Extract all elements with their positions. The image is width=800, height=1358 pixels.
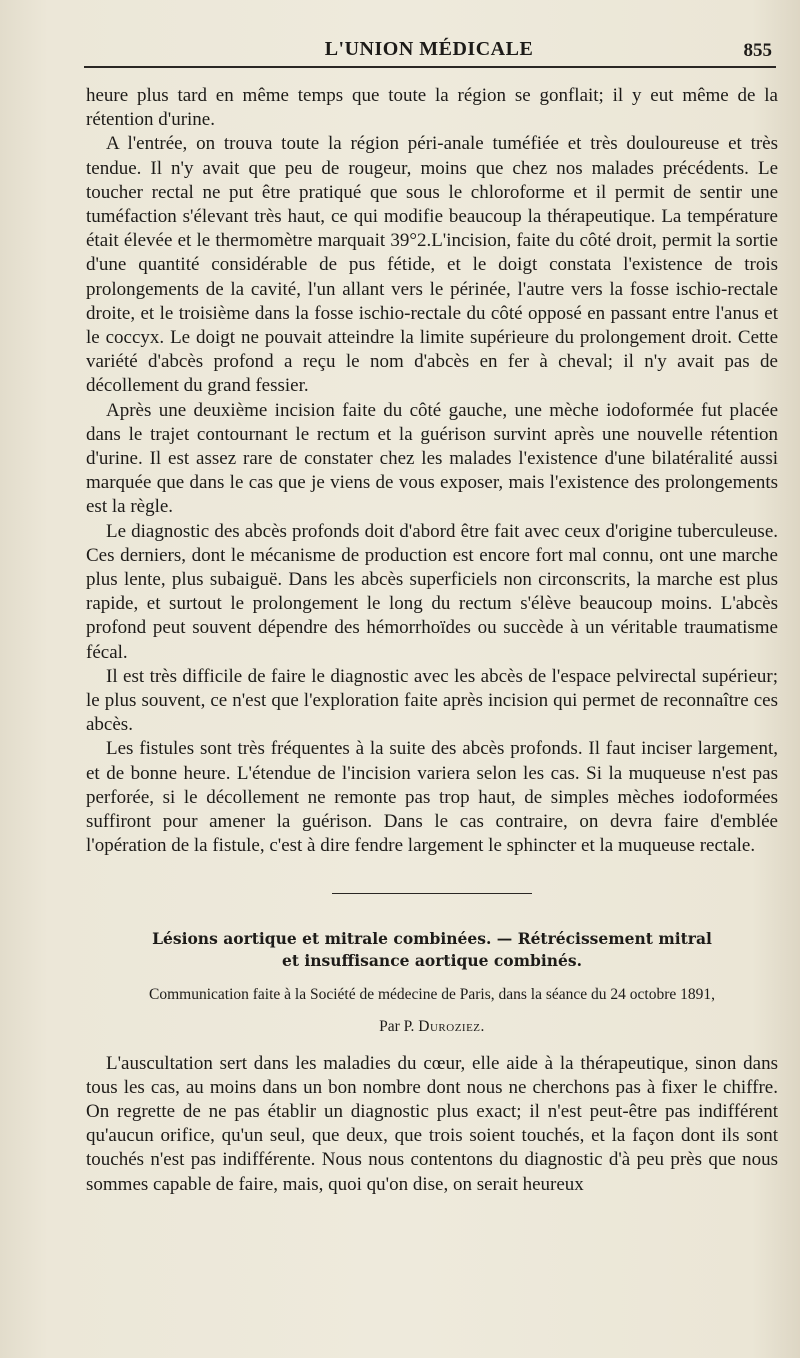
author-prefix: Par P. [379, 1017, 415, 1035]
paragraph-case-entry: A l'entrée, on trouva toute la région péri-anale tuméfiée et très douloureuse et très tendue. Il n'y avait que peu de rougeur, moins que chez nos malades précédents. Le toucher rectal ne put être pratiqué que sous le chloroforme et il permit de sentir une tuméfaction s'élevant très haut, ce qui modifie beaucoup la thérapeutique. La température était élevée et le thermomètre marquait 39°2.L'incision, faite du côté droit, permit la sortie d'une quantité considérable de pus fétide, et le doigt constata l'existence de trois prolongements de la cavité, l'un allant vers le périnée, l'autre vers la fosse ischio-rectale droite, et le troisième dans la fosse ischio-rectale du côté opposé en passant entre l'anus et le coccyx. Le doigt ne pouvait atteindre la limite supérieure du prolongement droit. Cette variété d'abcès profond a reçu le nom d'abcès en fer à cheval; il n'y avait pas de décollement du grand fessier. [86, 133, 778, 397]
page-body [86, 84, 778, 1197]
header-rule [84, 66, 776, 68]
article-author [86, 1018, 778, 1036]
paragraph-pelvirectal: Il est très difficile de faire le diagnostic avec les abcès de l'espace pelvirectal supérieur; le plus souvent, ce n'est que l'exploration faite après incision qui permet de reconnaître ces abcès. [86, 665, 778, 736]
page-number: 855 [743, 40, 772, 61]
paragraph-continuation: heure plus tard en même temps que toute la région se gonflait; il y eut même de la rétention d'urine. [86, 85, 778, 131]
communication-note: Communication faite à la Société de médecine de Paris, dans la séance du 24 octobre 1891, [149, 985, 715, 1003]
paragraph-auscultation: L'auscultation sert dans les maladies du cœur, elle aide à la thérapeutique, sinon dans tous les cas, au moins dans un bon nombre dont nous ne cherchons pas à fixer le chiffre. On regrette de ne pas établir un diagnostic plus exact; il n'est peut-être pas indifférent qu'aucun orifice, qu'un seul, que deux, que trois soient touchés, et la façon dont ils sont touchés n'est pas indifférente. Nous nous contentons du diagnostic d'à peu près que nous sommes capable de faire, mais, quoi qu'on dise, on serait heureux [86, 1052, 778, 1195]
running-title: L'UNION MÉDICALE [324, 38, 534, 60]
author-name: Duroziez. [418, 1017, 485, 1035]
article-title-line-2: et insuffisance aortique combinés. [281, 950, 583, 970]
section-divider [332, 893, 532, 894]
paragraph-fistules: Les fistules sont très fréquentes à la suite des abcès profonds. Il faut inciser largement, et de bonne heure. L'étendue de l'incision variera selon les cas. Si la muqueuse n'est pas perforée, si le décollement ne remonte pas trop haut, de simples mèches iodoformées suffiront pour amener la guérison. Dans le cas contraire, on devra faire d'emblée l'opération de la fistule, c'est à dire fendre largement le sphincter et la muqueuse rectale. [86, 738, 778, 857]
paragraph-second-incision: Après une deuxième incision faite du côté gauche, une mèche iodoformée fut placée dans le trajet contournant le rectum et la guérison survint après une nouvelle rétention d'urine. Il est assez rare de constater chez les malades l'existence d'une bilatéralité aussi marquée que dans le cas que je viens de vous exposer, mais l'existence des prolongements est la règle. [86, 399, 778, 518]
paragraph-diagnosis: Le diagnostic des abcès profonds doit d'abord être fait avec ceux d'origine tuberculeuse. Ces derniers, dont le mécanisme de production est encore fort mal connu, ont une marche plus lente, plus subaiguë. Dans les abcès superficiels non circonscrits, la marche est plus rapide, et surtout le prolongement le long du rectum s'élève beaucoup moins. L'abcès profond peut souvent dépendre des hémorrhoïdes ou succède à un véritable traumatisme fécal. [86, 520, 778, 663]
article-title-line-1: Lésions aortique et mitrale combinées. — Rétrécissement mitral [152, 928, 712, 948]
page-header [84, 36, 774, 66]
